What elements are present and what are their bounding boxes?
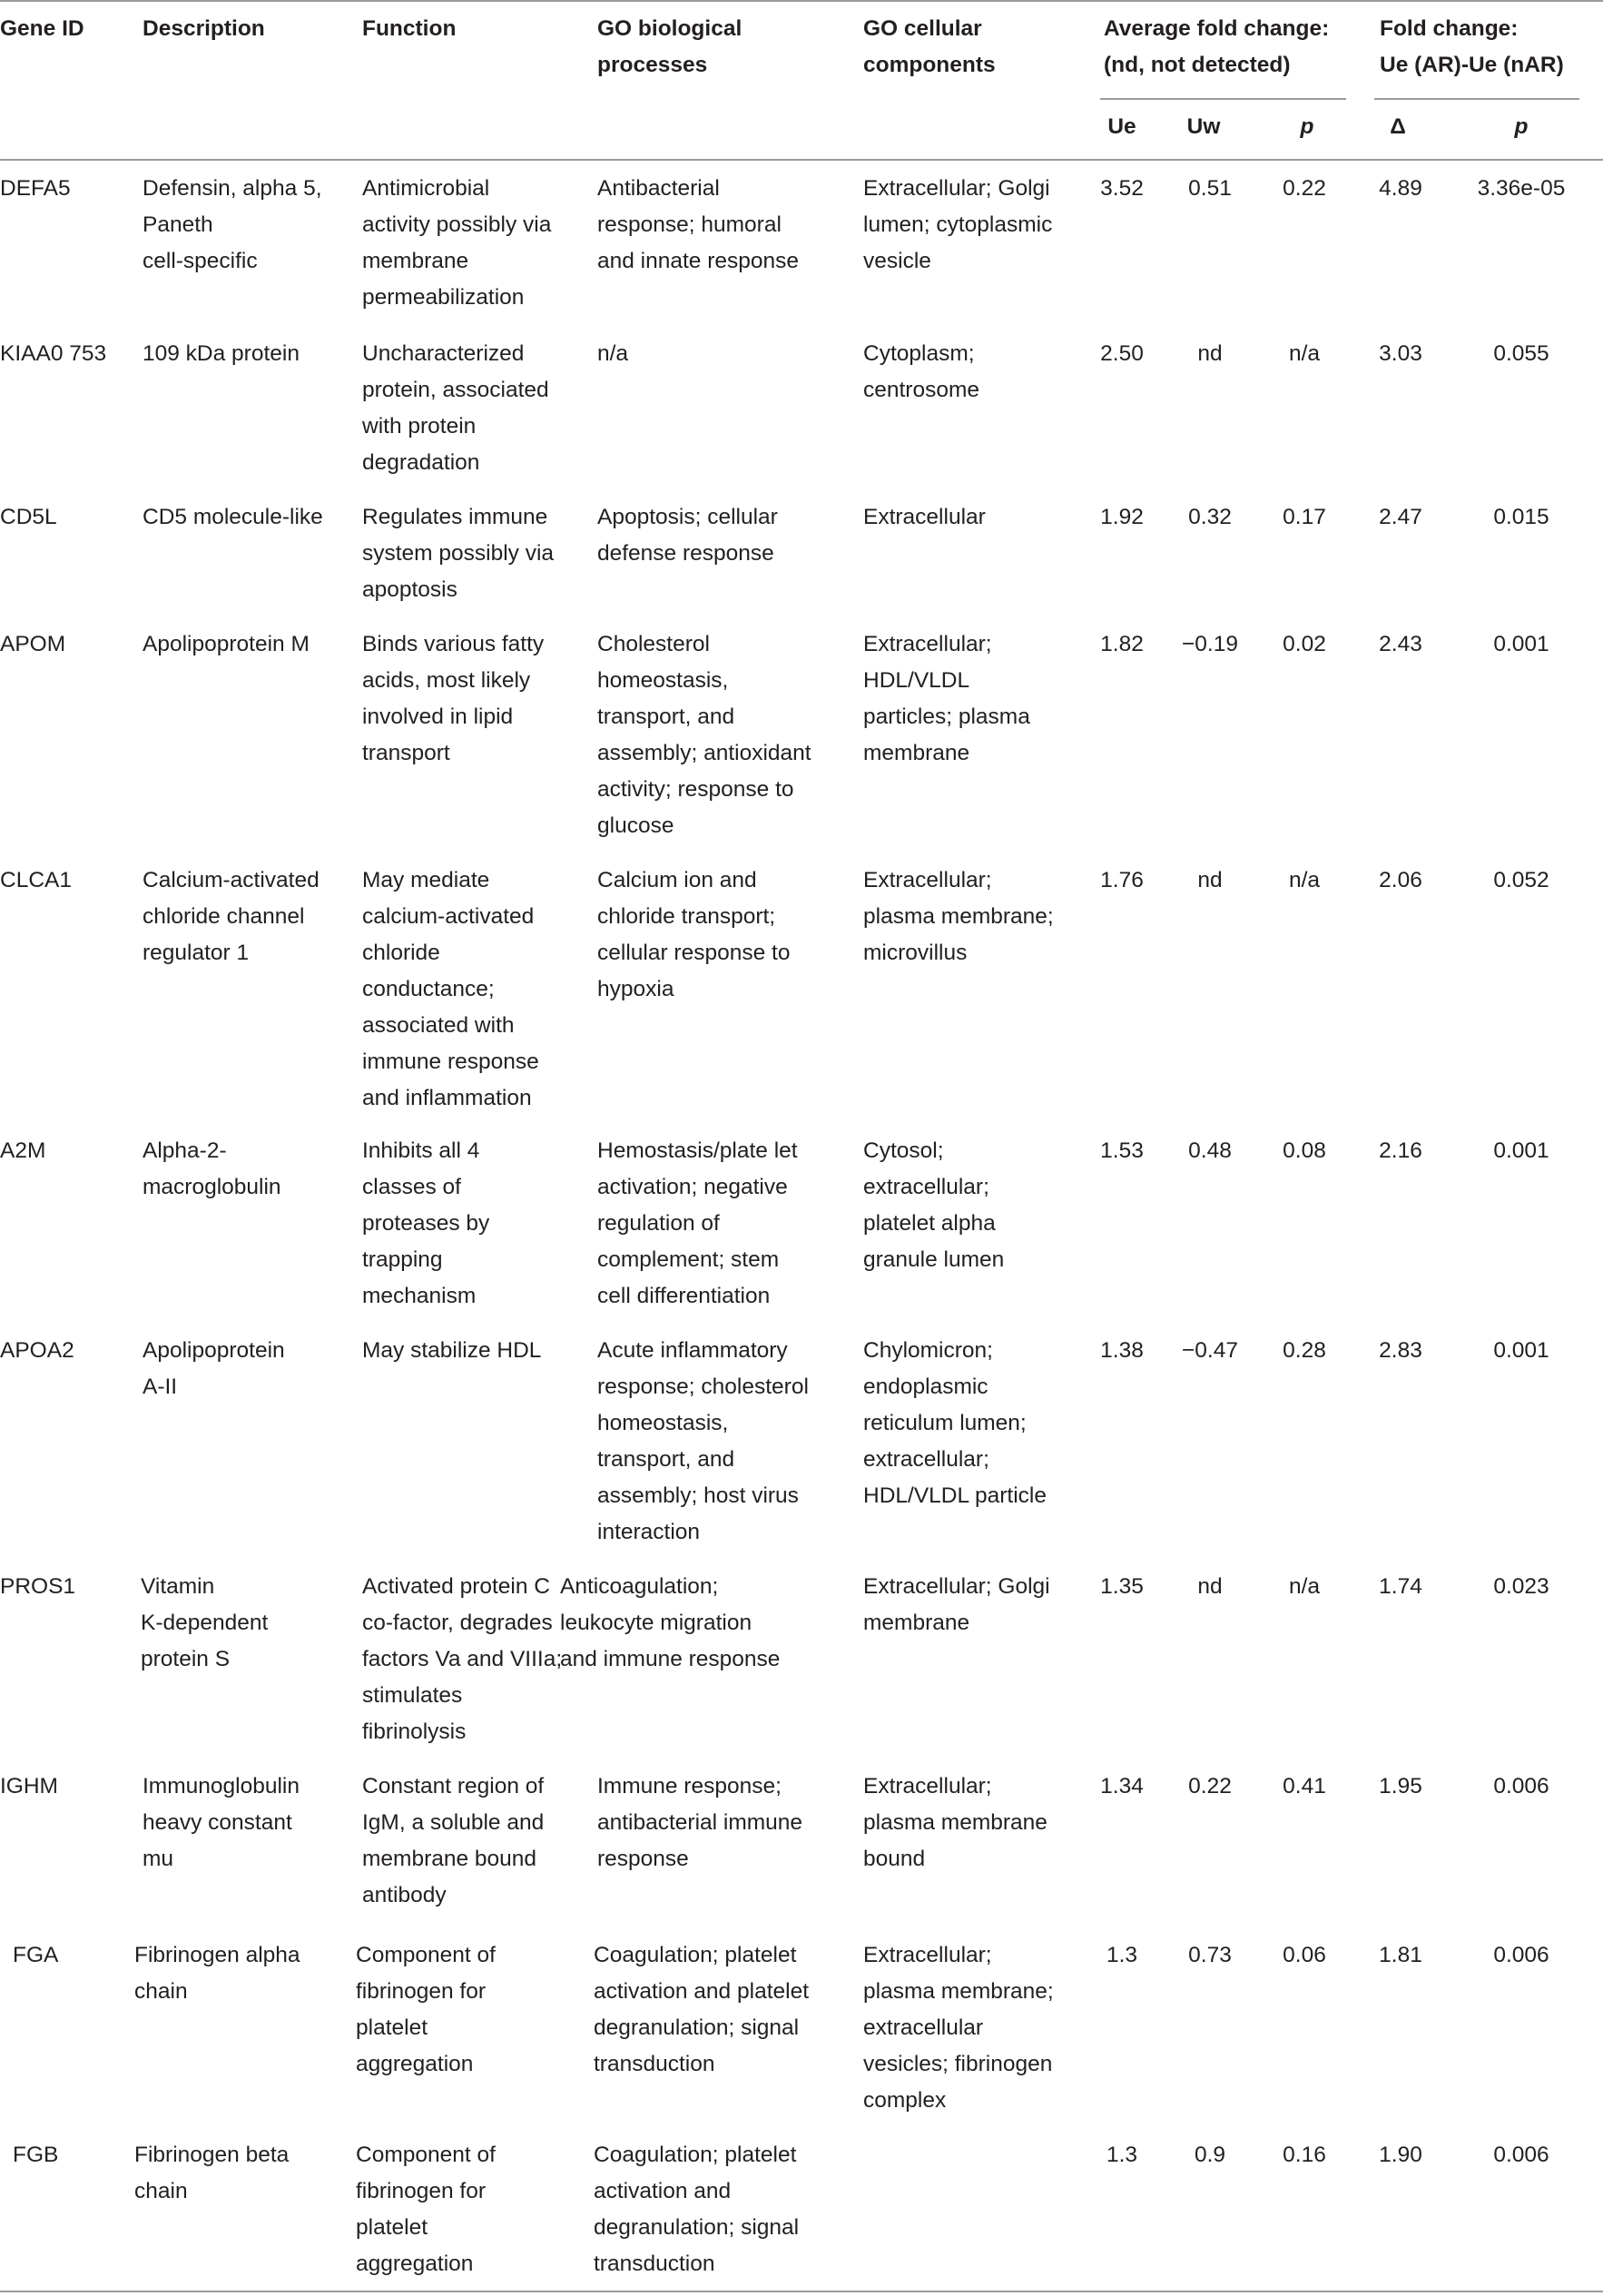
function-cell-line: membrane bound bbox=[362, 1847, 537, 1871]
function-cell-line: platelet bbox=[356, 2215, 428, 2240]
go-bp-cell-line: degranulation; signal bbox=[594, 2015, 800, 2040]
delta-cell: 2.43 bbox=[1379, 632, 1422, 656]
ue-cell: 1.3 bbox=[1106, 1943, 1138, 1967]
function-cell-line: classes of bbox=[362, 1175, 461, 1199]
p1-cell: 0.28 bbox=[1283, 1338, 1326, 1363]
function-cell-line: chloride bbox=[362, 941, 440, 965]
header-ue: Ue bbox=[1107, 114, 1136, 139]
p1-cell: 0.16 bbox=[1283, 2143, 1326, 2167]
gene-id-cell: A2M bbox=[0, 1138, 46, 1163]
p2-cell: 0.006 bbox=[1493, 1943, 1549, 1967]
go-bp-cell-line: Calcium ion and bbox=[597, 868, 757, 892]
function-cell-line: with protein bbox=[362, 414, 477, 439]
ue-cell: 1.82 bbox=[1100, 632, 1144, 656]
header-go-bp-line-2: processes bbox=[597, 53, 708, 77]
go-cc-cell-line: plasma membrane bbox=[863, 1810, 1047, 1835]
function-cell-line: and inflammation bbox=[362, 1086, 532, 1110]
go-cc-cell-line: bound bbox=[863, 1847, 926, 1871]
header-go-bp-line-1: GO biological bbox=[597, 16, 742, 41]
function-cell-line: trapping bbox=[362, 1247, 443, 1272]
go-bp-cell-line: and immune response bbox=[560, 1647, 781, 1671]
go-cc-cell-line: platelet alpha bbox=[863, 1211, 996, 1236]
go-bp-cell-line: response; humoral bbox=[597, 212, 782, 237]
go-bp-cell-line: activation and bbox=[594, 2179, 732, 2203]
description-cell-line: CD5 molecule-like bbox=[143, 505, 323, 529]
go-bp-cell-line: Antibacterial bbox=[597, 176, 720, 201]
p2-cell: 0.001 bbox=[1493, 1138, 1549, 1163]
ue-cell: 1.92 bbox=[1100, 505, 1144, 529]
delta-cell: 2.06 bbox=[1379, 868, 1422, 892]
function-cell-line: Binds various fatty bbox=[362, 632, 545, 656]
function-cell-line: degradation bbox=[362, 450, 480, 475]
function-cell-line: membrane bbox=[362, 249, 469, 273]
go-cc-cell-line: Extracellular; bbox=[863, 1943, 992, 1967]
go-cc-cell-line: reticulum lumen; bbox=[863, 1411, 1027, 1435]
function-cell-line: co-factor, degrades bbox=[362, 1611, 553, 1635]
delta-cell: 1.95 bbox=[1379, 1774, 1422, 1798]
go-cc-cell-line: Cytosol; bbox=[863, 1138, 944, 1163]
description-cell-line: chain bbox=[134, 2179, 188, 2203]
go-cc-cell-line: microvillus bbox=[863, 941, 968, 965]
p2-cell: 0.006 bbox=[1493, 2143, 1549, 2167]
go-bp-cell-line: response bbox=[597, 1847, 689, 1871]
description-cell-line: cell-specific bbox=[143, 249, 258, 273]
go-bp-cell-line: defense response bbox=[597, 541, 774, 566]
p2-cell: 0.006 bbox=[1493, 1774, 1549, 1798]
gene-id-cell: CD5L bbox=[0, 505, 57, 529]
uw-cell: 0.9 bbox=[1194, 2143, 1226, 2167]
description-cell-line: Calcium-activated bbox=[143, 868, 320, 892]
header-uw: Uw bbox=[1186, 114, 1221, 139]
go-bp-cell-line: assembly; host virus bbox=[597, 1483, 799, 1508]
description-cell-line: Paneth bbox=[143, 212, 213, 237]
go-bp-cell-line: activity; response to bbox=[597, 777, 794, 802]
uw-cell: 0.22 bbox=[1188, 1774, 1232, 1798]
function-cell-line: system possibly via bbox=[362, 541, 555, 566]
gene-id-cell: PROS1 bbox=[0, 1574, 76, 1599]
p2-cell: 0.001 bbox=[1493, 632, 1549, 656]
header-function: Function bbox=[362, 16, 457, 41]
go-cc-cell-line: complex bbox=[863, 2088, 947, 2113]
go-bp-cell-line: assembly; antioxidant bbox=[597, 741, 811, 765]
go-cc-cell-line: Chylomicron; bbox=[863, 1338, 993, 1363]
function-cell-line: acids, most likely bbox=[362, 668, 531, 693]
description-cell-line: Vitamin bbox=[141, 1574, 215, 1599]
function-cell-line: mechanism bbox=[362, 1284, 477, 1308]
go-bp-cell-line: antibacterial immune bbox=[597, 1810, 803, 1835]
ue-cell: 1.3 bbox=[1106, 2143, 1138, 2167]
delta-cell: 2.16 bbox=[1379, 1138, 1422, 1163]
go-bp-cell-line: transduction bbox=[594, 2252, 715, 2276]
function-cell-line: Antimicrobial bbox=[362, 176, 490, 201]
function-cell-line: permeabilization bbox=[362, 285, 525, 310]
function-cell-line: Component of bbox=[356, 2143, 496, 2167]
go-bp-cell-line: homeostasis, bbox=[597, 1411, 729, 1435]
ue-cell: 1.76 bbox=[1100, 868, 1144, 892]
go-cc-cell-line: Extracellular; bbox=[863, 868, 992, 892]
go-cc-cell-line: endoplasmic bbox=[863, 1375, 988, 1399]
header-gene-id: Gene ID bbox=[0, 16, 84, 41]
p2-cell: 0.052 bbox=[1493, 868, 1549, 892]
header-go-cc-line-1: GO cellular bbox=[863, 16, 982, 41]
description-cell-line: Defensin, alpha 5, bbox=[143, 176, 322, 201]
gene-id-cell: IGHM bbox=[0, 1774, 58, 1798]
go-cc-cell-line: vesicles; fibrinogen bbox=[863, 2052, 1053, 2076]
gene-id-cell: FGB bbox=[13, 2143, 59, 2167]
header-fold-change-line-1: Fold change: bbox=[1380, 16, 1519, 41]
header-p-avg: p bbox=[1300, 114, 1314, 139]
go-bp-cell-line: and innate response bbox=[597, 249, 800, 273]
gene-id-cell: FGA bbox=[13, 1943, 59, 1967]
function-cell-line: Regulates immune bbox=[362, 505, 548, 529]
delta-cell: 1.90 bbox=[1379, 2143, 1422, 2167]
function-cell-line: Constant region of bbox=[362, 1774, 545, 1798]
p1-cell: 0.41 bbox=[1283, 1774, 1326, 1798]
p1-cell: n/a bbox=[1288, 868, 1321, 892]
description-cell-line: chloride channel bbox=[143, 904, 305, 929]
go-cc-cell-line: Extracellular; Golgi bbox=[863, 1574, 1050, 1599]
header-fold-change-line-2: Ue (AR)-Ue (nAR) bbox=[1380, 53, 1564, 77]
description-cell-line: Fibrinogen alpha bbox=[134, 1943, 300, 1967]
go-bp-cell-line: activation; negative bbox=[597, 1175, 788, 1199]
function-cell-line: Activated protein C bbox=[362, 1574, 550, 1599]
go-cc-cell-line: membrane bbox=[863, 741, 970, 765]
description-cell-line: macroglobulin bbox=[143, 1175, 281, 1199]
go-bp-cell-line: glucose bbox=[597, 813, 674, 838]
p2-cell: 0.055 bbox=[1493, 341, 1549, 366]
uw-cell: nd bbox=[1197, 341, 1223, 366]
delta-cell: 1.74 bbox=[1379, 1574, 1422, 1599]
header-avg-fold-line-1: Average fold change: bbox=[1104, 16, 1330, 41]
description-cell-line: Immunoglobulin bbox=[143, 1774, 300, 1798]
go-cc-cell-line: Extracellular; Golgi bbox=[863, 176, 1050, 201]
go-bp-cell-line: degranulation; signal bbox=[594, 2215, 800, 2240]
go-cc-cell-line: vesicle bbox=[863, 249, 931, 273]
header-go-cc-line-2: components bbox=[863, 53, 996, 77]
header-p-fold: p bbox=[1514, 114, 1529, 139]
description-cell-line: regulator 1 bbox=[143, 941, 250, 965]
function-cell-line: activity possibly via bbox=[362, 212, 552, 237]
function-cell-line: apoptosis bbox=[362, 577, 457, 602]
function-cell-line: conductance; bbox=[362, 977, 495, 1001]
function-cell-line: antibody bbox=[362, 1883, 447, 1907]
go-bp-cell-line: Cholesterol bbox=[597, 632, 710, 656]
function-cell-line: associated with bbox=[362, 1013, 515, 1038]
header-bottom-rule bbox=[0, 159, 1603, 161]
go-cc-cell-line: Cytoplasm; bbox=[863, 341, 975, 366]
function-cell-line: aggregation bbox=[356, 2052, 474, 2076]
function-cell-line: proteases by bbox=[362, 1211, 490, 1236]
go-bp-cell-line: activation and platelet bbox=[594, 1979, 809, 2004]
go-bp-cell-line: Hemostasis/plate let bbox=[597, 1138, 798, 1163]
go-bp-cell-line: interaction bbox=[597, 1520, 701, 1544]
go-bp-cell-line: regulation of bbox=[597, 1211, 720, 1236]
ue-cell: 1.35 bbox=[1100, 1574, 1144, 1599]
uw-cell: nd bbox=[1197, 868, 1223, 892]
go-cc-cell-line: extracellular; bbox=[863, 1175, 989, 1199]
p1-cell: n/a bbox=[1288, 341, 1321, 366]
go-cc-cell-line: granule lumen bbox=[863, 1247, 1005, 1272]
p1-cell: 0.02 bbox=[1283, 632, 1326, 656]
go-cc-cell-line: HDL/VLDL bbox=[863, 668, 970, 693]
uw-cell: 0.32 bbox=[1188, 505, 1232, 529]
description-cell-line: chain bbox=[134, 1979, 188, 2004]
go-bp-cell-line: complement; stem bbox=[597, 1247, 780, 1272]
go-cc-cell-line: plasma membrane; bbox=[863, 904, 1054, 929]
p1-cell: 0.06 bbox=[1283, 1943, 1326, 1967]
p2-cell: 0.015 bbox=[1493, 505, 1549, 529]
uw-cell: −0.19 bbox=[1182, 632, 1238, 656]
go-bp-cell-line: transduction bbox=[594, 2052, 715, 2076]
go-cc-cell-line: lumen; cytoplasmic bbox=[863, 212, 1053, 237]
go-cc-cell-line: membrane bbox=[863, 1611, 970, 1635]
ue-cell: 1.53 bbox=[1100, 1138, 1144, 1163]
go-cc-cell-line: HDL/VLDL particle bbox=[863, 1483, 1047, 1508]
description-cell-line: K-dependent bbox=[141, 1611, 269, 1635]
go-cc-cell-line: Extracellular; bbox=[863, 632, 992, 656]
delta-cell: 2.83 bbox=[1379, 1338, 1422, 1363]
header-description: Description bbox=[143, 16, 265, 41]
function-cell-line: protein, associated bbox=[362, 378, 549, 402]
function-cell-line: involved in lipid bbox=[362, 705, 514, 729]
function-cell-line: Inhibits all 4 bbox=[362, 1138, 480, 1163]
go-bp-cell-line: Coagulation; platelet bbox=[594, 1943, 797, 1967]
description-cell-line: 109 kDa protein bbox=[143, 341, 300, 366]
function-cell-line: factors Va and VIIIa; bbox=[362, 1647, 563, 1671]
description-cell-line: mu bbox=[143, 1847, 174, 1871]
header-delta: Δ bbox=[1390, 114, 1406, 139]
ue-cell: 2.50 bbox=[1100, 341, 1144, 366]
go-bp-cell-line: cellular response to bbox=[597, 941, 791, 965]
go-cc-cell-line: plasma membrane; bbox=[863, 1979, 1054, 2004]
function-cell-line: May stabilize HDL bbox=[362, 1338, 542, 1363]
go-cc-cell-line: extracellular; bbox=[863, 1447, 989, 1472]
table-bottom-rule bbox=[0, 2291, 1603, 2292]
go-cc-cell-line: Extracellular bbox=[863, 505, 986, 529]
p2-cell: 0.001 bbox=[1493, 1338, 1549, 1363]
go-bp-cell-line: transport, and bbox=[597, 705, 735, 729]
description-cell-line: protein S bbox=[141, 1647, 231, 1671]
uw-cell: −0.47 bbox=[1182, 1338, 1238, 1363]
delta-cell: 2.47 bbox=[1379, 505, 1422, 529]
function-cell-line: fibrinogen for bbox=[356, 1979, 487, 2004]
go-bp-cell-line: cell differentiation bbox=[597, 1284, 771, 1308]
description-cell-line: Apolipoprotein bbox=[143, 1338, 285, 1363]
go-bp-cell-line: Acute inflammatory bbox=[597, 1338, 788, 1363]
function-cell-line: immune response bbox=[362, 1049, 539, 1074]
go-cc-cell-line: extracellular bbox=[863, 2015, 984, 2040]
function-cell-line: calcium-activated bbox=[362, 904, 535, 929]
go-cc-cell-line: centrosome bbox=[863, 378, 980, 402]
description-cell-line: Apolipoprotein M bbox=[143, 632, 310, 656]
go-cc-cell-line: Extracellular; bbox=[863, 1774, 992, 1798]
gene-id-cell: KIAA0 753 bbox=[0, 341, 107, 366]
uw-cell: nd bbox=[1197, 1574, 1223, 1599]
table-top-rule bbox=[0, 0, 1603, 2]
description-cell-line: heavy constant bbox=[143, 1810, 292, 1835]
go-bp-cell-line: Apoptosis; cellular bbox=[597, 505, 778, 529]
ue-cell: 1.38 bbox=[1100, 1338, 1144, 1363]
go-bp-cell-line: Anticoagulation; bbox=[560, 1574, 719, 1599]
go-bp-cell-line: n/a bbox=[597, 341, 629, 366]
delta-cell: 1.81 bbox=[1379, 1943, 1422, 1967]
description-cell-line: Alpha-2- bbox=[143, 1138, 227, 1163]
function-cell-line: fibrinolysis bbox=[362, 1720, 467, 1744]
p1-cell: n/a bbox=[1288, 1574, 1321, 1599]
function-cell-line: aggregation bbox=[356, 2252, 474, 2276]
go-bp-cell-line: Coagulation; platelet bbox=[594, 2143, 797, 2167]
p1-cell: 0.22 bbox=[1283, 176, 1326, 201]
gene-id-cell: DEFA5 bbox=[0, 176, 71, 201]
gene-id-cell: APOM bbox=[0, 632, 66, 656]
header-avg-fold-line-2: (nd, not detected) bbox=[1104, 53, 1291, 77]
fold-change-subrule bbox=[1374, 98, 1579, 100]
ue-cell: 3.52 bbox=[1100, 176, 1144, 201]
description-cell-line: Fibrinogen beta bbox=[134, 2143, 290, 2167]
description-cell-line: A-II bbox=[143, 1375, 178, 1399]
function-cell-line: Component of bbox=[356, 1943, 496, 1967]
go-bp-cell-line: hypoxia bbox=[597, 977, 674, 1001]
gene-id-cell: CLCA1 bbox=[0, 868, 72, 892]
go-bp-cell-line: chloride transport; bbox=[597, 904, 776, 929]
uw-cell: 0.51 bbox=[1188, 176, 1232, 201]
go-bp-cell-line: Immune response; bbox=[597, 1774, 782, 1798]
gene-id-cell: APOA2 bbox=[0, 1338, 74, 1363]
go-cc-cell-line: particles; plasma bbox=[863, 705, 1030, 729]
p1-cell: 0.17 bbox=[1283, 505, 1326, 529]
function-cell-line: stimulates bbox=[362, 1683, 463, 1708]
go-bp-cell-line: leukocyte migration bbox=[560, 1611, 752, 1635]
function-cell-line: transport bbox=[362, 741, 450, 765]
function-cell-line: IgM, a soluble and bbox=[362, 1810, 545, 1835]
uw-cell: 0.48 bbox=[1188, 1138, 1232, 1163]
go-bp-cell-line: response; cholesterol bbox=[597, 1375, 809, 1399]
p2-cell: 0.023 bbox=[1493, 1574, 1549, 1599]
ue-cell: 1.34 bbox=[1100, 1774, 1144, 1798]
function-cell-line: May mediate bbox=[362, 868, 490, 892]
p1-cell: 0.08 bbox=[1283, 1138, 1326, 1163]
uw-cell: 0.73 bbox=[1188, 1943, 1232, 1967]
function-cell-line: fibrinogen for bbox=[356, 2179, 487, 2203]
function-cell-line: platelet bbox=[356, 2015, 428, 2040]
avg-fold-subrule bbox=[1100, 98, 1346, 100]
p2-cell: 3.36e-05 bbox=[1477, 176, 1566, 201]
go-bp-cell-line: homeostasis, bbox=[597, 668, 729, 693]
delta-cell: 4.89 bbox=[1379, 176, 1422, 201]
function-cell-line: Uncharacterized bbox=[362, 341, 525, 366]
delta-cell: 3.03 bbox=[1379, 341, 1422, 366]
go-bp-cell-line: transport, and bbox=[597, 1447, 735, 1472]
